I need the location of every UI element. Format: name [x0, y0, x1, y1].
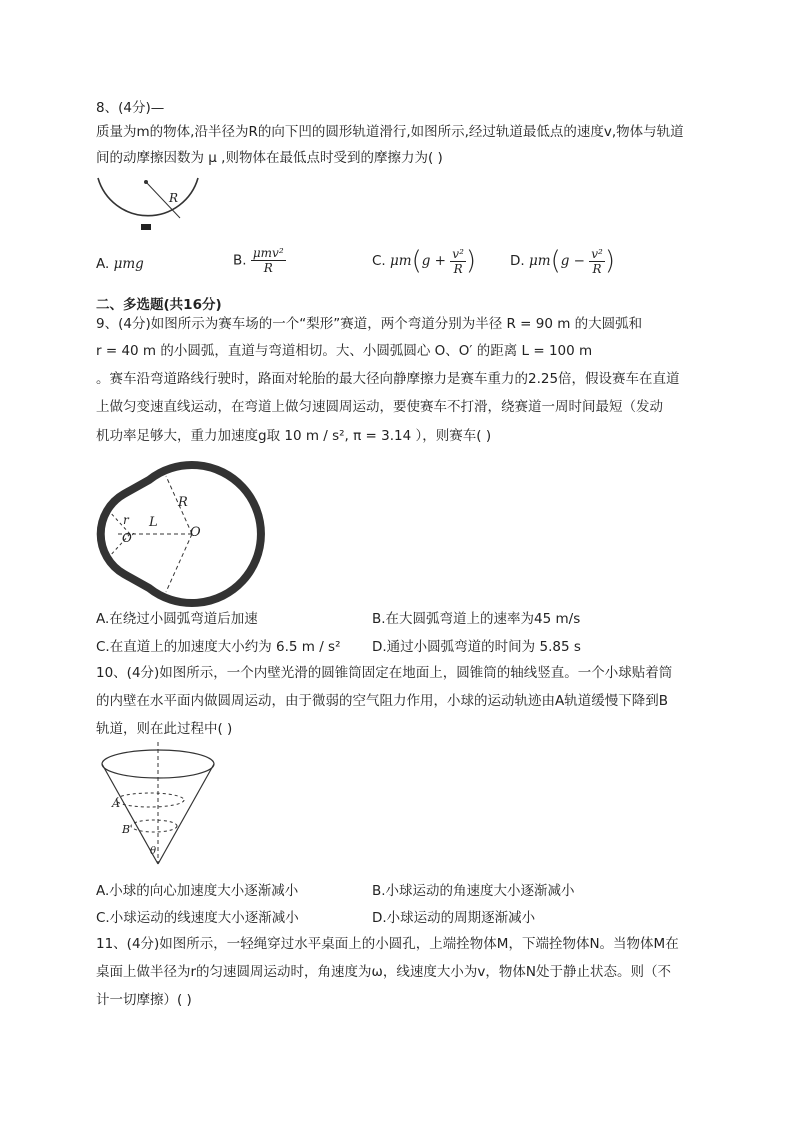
q10-option-D[interactable]: D.小球运动的周期逐渐减小: [372, 910, 536, 926]
q8-option-B-label: B.: [233, 252, 247, 269]
q10-option-C[interactable]: C.小球运动的线速度大小逐渐减小: [96, 910, 299, 926]
q11-text-line2: 桌面上做半径为r的匀速圆周运动时，角速度为ω，线速度大小为v，物体N处于静止状态。则（不: [96, 964, 671, 980]
q9-text-line1: 9、(4分)如图所示为赛车场的一个“梨形”赛道，两个弯道分别为半径 R = 90 m 的大圆弧和: [96, 316, 643, 332]
q8-option-B[interactable]: [233, 246, 286, 275]
q8-option-C-pre: μm: [390, 253, 412, 269]
q8-option-D-pre: μm: [528, 253, 551, 269]
q9-text-line3: 。赛车沿弯道路线行驶时，路面对轮胎的最大径向静摩擦力是赛车重力的2.25倍，假设赛车在直道: [96, 371, 680, 387]
q8-option-A-expr: μmg: [113, 256, 144, 272]
q10-fig-label-B: B: [122, 823, 131, 836]
q10-fig-label-theta: θ: [150, 846, 157, 857]
q8-text-line1: 质量为m的物体,沿半径为R的向下凹的圆形轨道滑行,如图所示,经过轨道最低点的速度v,物体与轨道: [96, 124, 684, 140]
q9-racetrack-figure: [94, 466, 266, 602]
q9-option-D[interactable]: D.通过小圆弧弯道的时间为 5.85 s: [372, 639, 581, 655]
q8-text-line2: 间的动摩擦因数为 μ ,则物体在最低点时受到的摩擦力为( ): [96, 150, 443, 166]
q9-option-C[interactable]: C.在直道上的加速度大小约为 6.5 m / s²: [96, 639, 341, 655]
q8-option-B-den: R: [263, 261, 273, 275]
q9-fig-label-O: O: [190, 525, 201, 540]
q10-text-line2: 的内壁在水平面内做圆周运动，由于微弱的空气阻力作用，小球的运动轨迹由A轨道缓慢下降到B: [96, 693, 668, 709]
q8-option-D-inner: g −: [560, 253, 585, 269]
q8-option-C[interactable]: C. μm(g + $\frac{\text{v²}}{R}$ ): [372, 246, 477, 276]
q8-option-C-den: R: [453, 261, 463, 276]
q8-option-B-fraction: [251, 246, 286, 275]
q9-text-line4: 上做匀变速直线运动，在弯道上做匀速圆周运动，要使赛车不打滑，绕赛道一周时间最短（发动: [96, 399, 663, 415]
q8-option-C-fraction: [450, 247, 466, 276]
q10-text-line1: 10、(4分)如图所示，一个内壁光滑的圆锥筒固定在地面上，圆锥筒的轴线竖直。一个小球贴着筒: [96, 665, 673, 681]
q8-option-B-num: μmv²: [252, 246, 284, 260]
q8-option-D-num: v²: [591, 246, 603, 261]
q11-text-line1: 11、(4分)如图所示，一轻绳穿过水平桌面上的小圆孔，上端拴物体M，下端拴物体N。当物体M在: [96, 936, 679, 952]
q9-fig-label-L: L: [149, 515, 158, 530]
q8-option-A-label: A.: [96, 256, 110, 272]
q9-text-line5: 机功率足够大，重力加速度g取 10 m / s², π = 3.14 ），则赛车( ): [96, 428, 492, 444]
q10-text-line3: 轨道，则在此过程中( ): [96, 721, 233, 737]
q9-option-A[interactable]: A.在绕过小圆弧弯道后加速: [96, 611, 258, 627]
q10-option-B[interactable]: B.小球运动的角速度大小逐渐减小: [372, 883, 575, 899]
q8-header: 8、(4分)—: [96, 100, 165, 116]
q8-option-D-den: R: [592, 261, 602, 276]
q9-fig-label-O-prime: O′: [122, 531, 135, 545]
section-title-multi-choice: 二、多选题(共16分): [96, 297, 222, 313]
q8-fig-label-R: R: [169, 191, 179, 205]
q9-fig-label-r: r: [123, 513, 129, 527]
q9-fig-label-R: R: [178, 495, 188, 510]
q8-option-C-num: v²: [452, 246, 464, 261]
q8-option-A[interactable]: [96, 256, 144, 272]
q8-option-C-label: C.: [372, 253, 386, 269]
q10-cone-figure: [100, 742, 220, 868]
q9-text-line2: r = 40 m 的小圆弧，直道与弯道相切。大、小圆弧圆心 O、O′ 的距离 L = 100 m: [96, 343, 593, 359]
q9-option-B[interactable]: B.在大圆弧弯道上的速率为45 m/s: [372, 611, 581, 627]
q8-option-D-fraction: [589, 247, 605, 276]
q8-option-C-inner: g +: [421, 253, 446, 269]
q10-fig-label-A: A: [112, 797, 120, 810]
q8-option-D-label: D.: [510, 253, 525, 269]
q11-text-line3: 计一切摩擦）( ): [96, 992, 192, 1008]
q8-track-figure: [94, 176, 204, 238]
q10-option-A[interactable]: A.小球的向心加速度大小逐渐减小: [96, 883, 299, 899]
q8-option-D[interactable]: D. μm(g − $\frac{\text{v²}}{R}$ ): [510, 246, 616, 276]
